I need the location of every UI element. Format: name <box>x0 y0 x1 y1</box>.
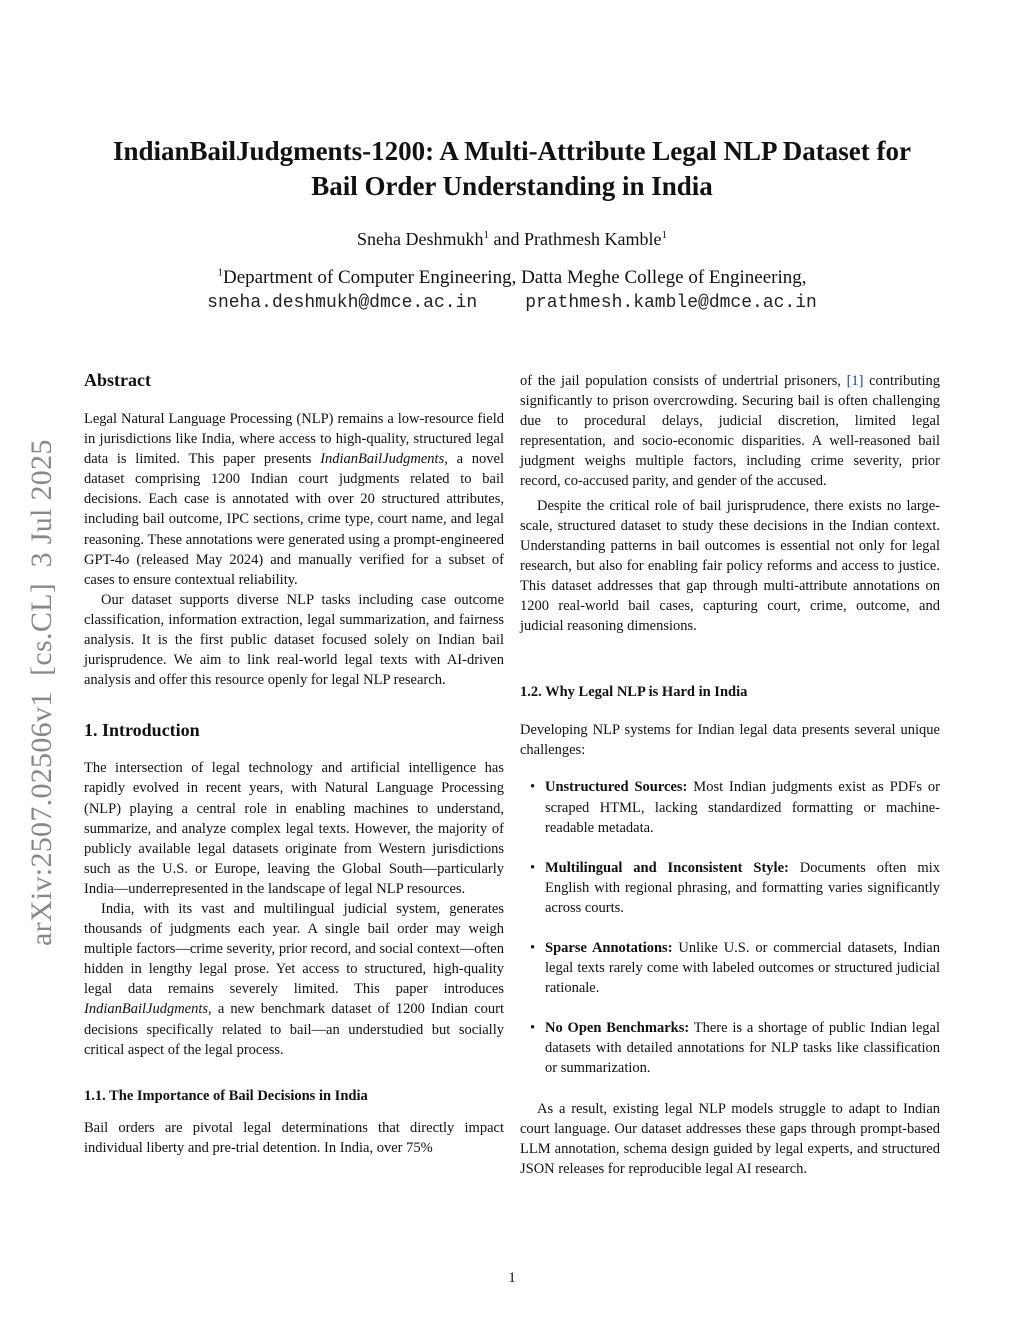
section-1-2-heading: 1.2. Why Legal NLP is Hard in India <box>520 684 748 701</box>
page-number: 1 <box>508 1270 516 1286</box>
abstract-heading: Abstract <box>84 370 151 390</box>
abstract-paragraph-2: Our dataset supports diverse NLP tasks including case outcome classification, information extraction, legal summarization, and fairness analysis. It is the first public dataset focused solely on Indian bail jurisprudence. We aim to link real-world legal texts with AI-driven analysis and offer this resource openly for legal NLP research. <box>84 591 504 689</box>
intro-paragraph-1: The intersection of legal technology and artificial intelligence has rapidly evolved in recent years, with Natural Language Processing (NLP) playing a central role in enabling machines to understand, summarize, and analyze complex legal texts. However, the majority of publicly available legal datasets originate from Western jurisdictions such as the U.S. or Europe, leaving the Global South—particularly India—underrepresented in the landscape of legal NLP resources. <box>84 760 504 897</box>
author-2: Prathmesh Kamble <box>524 229 662 249</box>
list-item <box>520 938 940 998</box>
affiliation <box>0 267 1024 289</box>
abstract-p1-text-a: Legal Natural Language Processing (NLP) remains a low-resource field in jurisdictions like India, where access to high-quality, structured legal data is limited. This paper presents <box>84 411 504 468</box>
list-item-text: Documents often mix English with regional phrasing, and formatting varies significantly across courts. <box>545 859 940 916</box>
section-1-1-paragraph-2: Despite the critical role of bail jurisprudence, there exists no large-scale, structured dataset to study these decisions in the Indian context. Understanding patterns in bail outcomes is essential not only for legal research, but also for enabling fair policy reforms and access to justice. This dataset addresses that gap through multi-attribute annotations on 1200 real-world bail cases, capturing court, crime, outcome, and judicial reasoning dimensions. <box>520 497 940 635</box>
section-1-1-cont-text-b: contributing significantly to prison overcrowding. Securing bail is often challenging due to procedural delays, judicial discretion, limited legal representation, and socio-economic disparities. A well-reasoned bail judgment weighs multiple factors, including crime severity, prior record, co-accused parity, and gender of the accused. <box>520 373 940 490</box>
abstract-p1-dataset-name: IndianBailJudgments <box>320 451 445 468</box>
abstract-p1-text-b: , a novel dataset comprising 1200 Indian court judgments related to bail decisions. Each case is annotated with over 20 structured attributes, including bail outcome, IPC sections, crime type, court name, and legal reasoning. These annotations were generated using a prompt-engineered GPT-4o (released May 2024) and manually verified for a subset of cases to ensure contextual reliability. <box>84 451 504 588</box>
list-item-title: Sparse Annotations: <box>545 939 673 956</box>
email-1[interactable]: sneha.deshmukh@dmce.ac.in <box>207 293 478 313</box>
section-1-1-cont-text-a: of the jail population consists of undertrial prisoners, <box>520 373 847 389</box>
challenges-list <box>520 777 940 1078</box>
email-2[interactable]: prathmesh.kamble@dmce.ac.in <box>525 293 817 313</box>
introduction-heading: 1. Introduction <box>84 720 200 741</box>
affiliation-mark: 1 <box>217 266 223 279</box>
author-1-affil-mark: 1 <box>483 229 489 241</box>
arxiv-identifier: arXiv:2507.02506v1 [cs.CL] 3 Jul 2025 <box>25 439 58 946</box>
affiliation-text: Department of Computer Engineering, Datta Meghe College of Engineering, <box>222 267 807 288</box>
list-item <box>520 777 940 837</box>
list-item <box>520 1018 940 1078</box>
list-item-title: Unstructured Sources: <box>545 779 688 796</box>
list-item-title: No Open Benchmarks: <box>545 1020 690 1037</box>
author-emails <box>0 292 1024 314</box>
intro-p2-text-a: India, with its vast and multilingual judicial system, generates thousands of judgments each year. A single bail order may weigh multiple factors—crime severity, prior record, and social context—often hidden in lengthy legal prose. Yet access to structured, high-quality legal data remains severely limited. This paper introduces <box>84 900 504 998</box>
list-item-title: Multilingual and Inconsistent Style: <box>545 859 789 876</box>
author-2-affil-mark: 1 <box>661 229 667 241</box>
abstract-paragraph-1 <box>84 409 504 590</box>
section-1-1-paragraph-start: Bail orders are pivotal legal determinations that directly impact individual liberty and pre-trial detention. In India, over 75% <box>84 1119 504 1156</box>
right-column <box>520 371 940 1179</box>
list-item-text: Most Indian judgments exist as PDFs or scraped HTML, lacking standardized formatting or machine-readable metadata. <box>545 779 941 836</box>
section-1-1-heading: 1.1. The Importance of Bail Decisions in India <box>84 1087 368 1104</box>
section-1-2-closing: As a result, existing legal NLP models struggle to adapt to Indian court language. Our dataset addresses these gaps through prompt-based LLM annotation, schema design guided by legal experts, and structured JSON releases for reproducible legal AI research. <box>520 1100 940 1177</box>
citation-link[interactable]: [1] <box>846 373 864 389</box>
list-item <box>520 858 940 918</box>
author-1: Sneha Deshmukh <box>357 229 484 249</box>
section-1-1-paragraph-continued <box>520 371 940 492</box>
author-list <box>0 228 1024 250</box>
title-line-2: Bail Order Understanding in India <box>311 171 713 201</box>
author-separator: and <box>489 229 524 249</box>
intro-p2-text-b: , a new benchmark dataset of 1200 Indian court decisions specifically related to bail—an understudied but socially critical aspect of the legal process. <box>84 1001 504 1058</box>
intro-paragraph-2 <box>84 899 504 1060</box>
section-1-2-intro: Developing NLP systems for Indian legal data presents several unique challenges: <box>520 722 940 759</box>
left-column <box>84 368 504 1158</box>
list-item-text: Unlike U.S. or commercial datasets, Indian legal texts rarely come with labeled outcomes or structured judicial rationale. <box>545 939 940 997</box>
paper-title <box>60 134 964 204</box>
intro-p2-dataset-name: IndianBailJudgments <box>84 1001 209 1018</box>
list-item-text: There is a shortage of public Indian legal datasets with detailed annotations for NLP tasks like classification or summarization. <box>545 1020 940 1077</box>
title-line-1: IndianBailJudgments-1200: A Multi-Attribute Legal NLP Dataset for <box>112 136 911 166</box>
